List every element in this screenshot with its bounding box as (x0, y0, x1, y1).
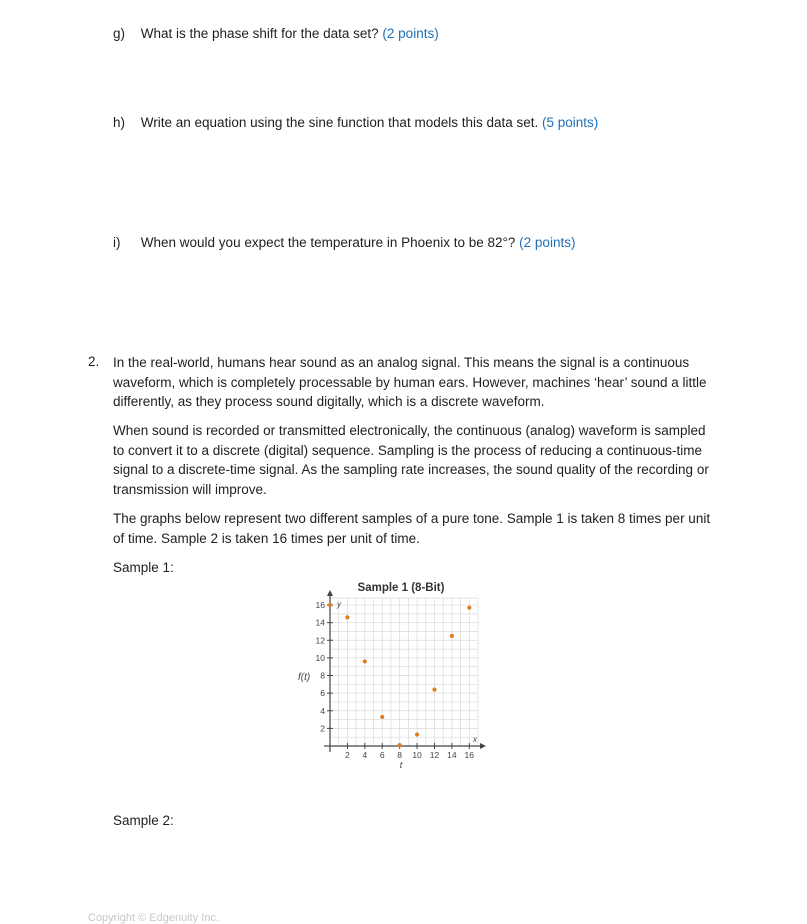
data-point (432, 688, 436, 692)
question-i-text: When would you expect the temperature in Phoenix to be 82°? (140, 235, 516, 250)
chart-ticks (316, 600, 475, 760)
chart-axes (324, 590, 486, 752)
question-i-points: (2 points) (519, 235, 576, 250)
y-tick-label: 10 (315, 652, 325, 663)
question-g-points: (2 points) (382, 26, 439, 41)
y-axis-label: f(t) (298, 672, 311, 683)
footer-copyright: Copyright © Edgenuity Inc. (88, 912, 220, 924)
x-axis-label: t (399, 760, 403, 770)
chart-title: Sample 1 (8-Bit) (357, 582, 445, 594)
y-tick-label: 16 (315, 600, 325, 611)
question-g (113, 26, 439, 41)
y-axis-letter: y (337, 600, 341, 609)
sample-1-chart (290, 578, 490, 773)
y-tick-label: 12 (315, 635, 325, 646)
problem-2-paragraph-1: In the real-world, humans hear sound as an analog signal. This means the signal is a continuous waveform, which is completely processable by human ears. However, machines ‘hear’ sound a little differently, as they process sound digitally, which is a discrete waveform. (113, 355, 707, 409)
question-i-label: i) (113, 235, 121, 250)
y-tick-label: 14 (315, 617, 325, 628)
sample-2-label: Sample 2: (113, 813, 174, 828)
question-g-label: g) (113, 26, 126, 41)
data-point (415, 732, 419, 736)
data-point (467, 606, 471, 610)
x-tick-label: 6 (379, 750, 385, 760)
x-tick-label: 12 (429, 750, 440, 760)
y-tick-label: 4 (320, 705, 325, 716)
question-h-label: h) (113, 115, 126, 130)
question-i (113, 235, 575, 250)
y-tick-label: 8 (320, 670, 325, 681)
problem-2-paragraph-2: When sound is recorded or transmitted electronically, the continuous (analog) waveform is sampled to convert it to a discrete (digital) sequence. Sampling is the process of reducing a continuous-time signal to a discrete-time signal. As the sampling rate increases, the sound quality of the recording or transmission will improve. (113, 423, 709, 497)
problem-2-paragraph-3: The graphs below represent two different samples of a pure tone. Sample 1 is taken 8 times per unit of time. Sample 2 is taken 16 times per unit of time. (113, 511, 711, 546)
data-point (398, 743, 402, 747)
x-tick-label: 4 (362, 750, 368, 760)
data-point (450, 634, 454, 638)
y-axis-arrow (327, 590, 333, 596)
question-h-points: (5 points) (542, 115, 599, 130)
question-g-text: What is the phase shift for the data set? (140, 26, 379, 41)
data-point (363, 659, 367, 663)
question-h-text: Write an equation using the sine function that models this data set. (140, 115, 539, 130)
y-tick-label: 2 (320, 723, 325, 734)
question-h (113, 115, 598, 130)
x-tick-label: 8 (397, 750, 403, 760)
data-point (380, 715, 384, 719)
x-tick-label: 16 (464, 750, 475, 760)
x-tick-label: 2 (345, 750, 350, 760)
data-point (345, 615, 349, 619)
x-axis-letter: x (473, 735, 477, 744)
y-tick-label: 6 (320, 688, 325, 699)
x-tick-label: 10 (412, 750, 422, 760)
problem-2-number: 2. (88, 354, 100, 369)
x-axis-arrow (480, 743, 486, 749)
x-tick-label: 14 (447, 750, 457, 760)
chart-grid (330, 598, 478, 746)
sample-1-label: Sample 1: (113, 560, 174, 575)
data-point (328, 603, 332, 607)
